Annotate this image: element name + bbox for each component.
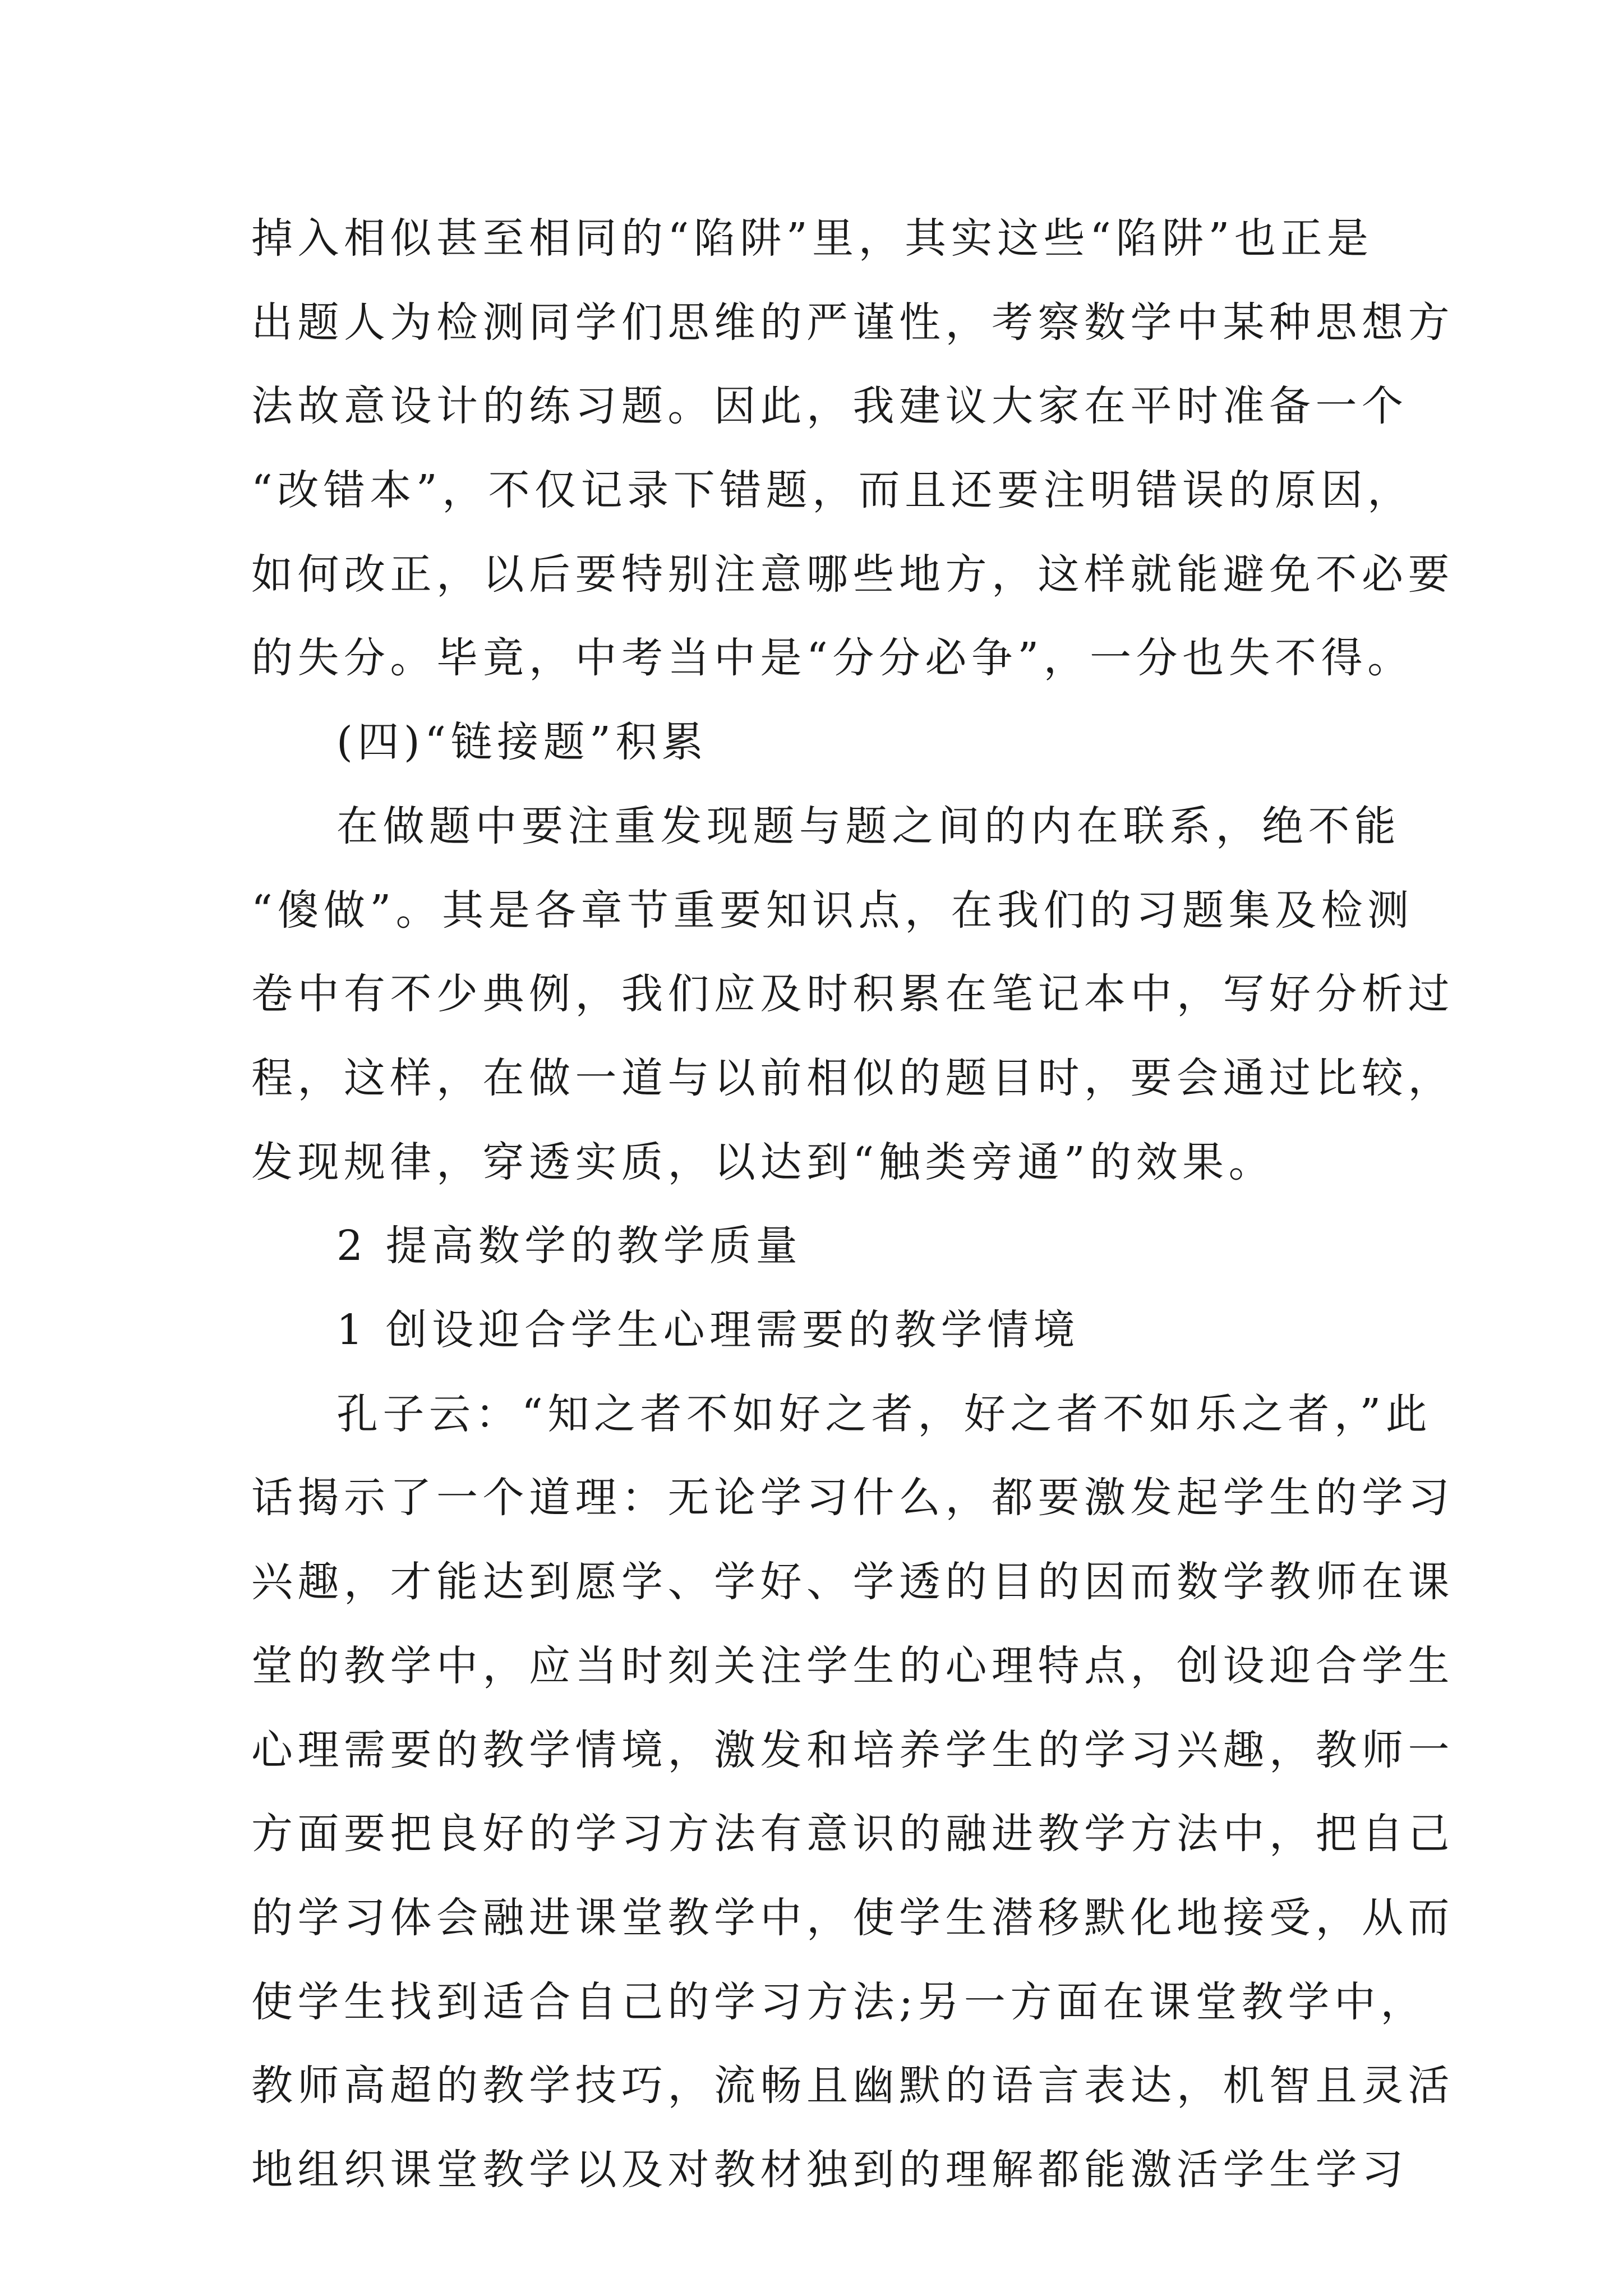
section-heading: 2 提高数学的教学质量 <box>336 1222 803 1270</box>
text-line: 的学习体会融进课堂教学中，使学生潜移默化地接受，从而 <box>251 1894 1454 1942</box>
text-line: 发现规律，穿透实质，以达到“触类旁通”的效果。 <box>251 1138 1275 1186</box>
section-heading: (四)“链接题”积累 <box>336 718 708 766</box>
text-line: 心理需要的教学情境，激发和培养学生的学习兴趣，教师一 <box>251 1726 1454 1774</box>
text-line: 的失分。毕竟，中考当中是“分分必争”，一分也失不得。 <box>251 634 1414 682</box>
section-heading: 1 创设迎合学生心理需要的教学情境 <box>336 1306 1080 1354</box>
text-line: 堂的教学中，应当时刻关注学生的心理特点，创设迎合学生 <box>251 1642 1454 1690</box>
text-line: 方面要把良好的学习方法有意识的融进教学方法中，把自己 <box>251 1810 1454 1858</box>
text-line: “改错本”，不仅记录下错题，而且还要注明错误的原因， <box>251 466 1414 514</box>
text-line: 卷中有不少典例，我们应及时积累在笔记本中，写好分析过 <box>251 970 1454 1018</box>
text-line: 使学生找到适合自己的学习方法;另一方面在课堂教学中， <box>251 1978 1427 2026</box>
text-line: 如何改正，以后要特别注意哪些地方，这样就能避免不必要 <box>251 550 1454 599</box>
text-line: 法故意设计的练习题。因此，我建议大家在平时准备一个 <box>251 382 1408 430</box>
text-line: 兴趣，才能达到愿学、学好、学透的目的因而数学教师在课 <box>251 1558 1454 1606</box>
text-line: 掉入相似甚至相同的“陷阱”里，其实这些“陷阱”也正是 <box>251 214 1373 263</box>
text-line: 地组织课堂教学以及对教材独到的理解都能激活学生学习 <box>251 2146 1408 2194</box>
text-line: 在做题中要注重发现题与题之间的内在联系，绝不能 <box>336 802 1401 850</box>
text-line: 出题人为检测同学们思维的严谨性，考察数学中某种思想方 <box>251 298 1454 347</box>
text-line: 程，这样，在做一道与以前相似的题目时，要会通过比较， <box>251 1054 1454 1102</box>
text-line: “傻做”。其是各章节重要知识点，在我们的习题集及检测 <box>251 886 1414 935</box>
text-line: 孔子云：“知之者不如好之者，好之者不如乐之者，”此 <box>336 1390 1432 1438</box>
text-line: 教师高超的教学技巧，流畅且幽默的语言表达，机智且灵活 <box>251 2062 1454 2110</box>
text-line: 话揭示了一个道理：无论学习什么，都要激发起学生的学习 <box>251 1474 1454 1522</box>
